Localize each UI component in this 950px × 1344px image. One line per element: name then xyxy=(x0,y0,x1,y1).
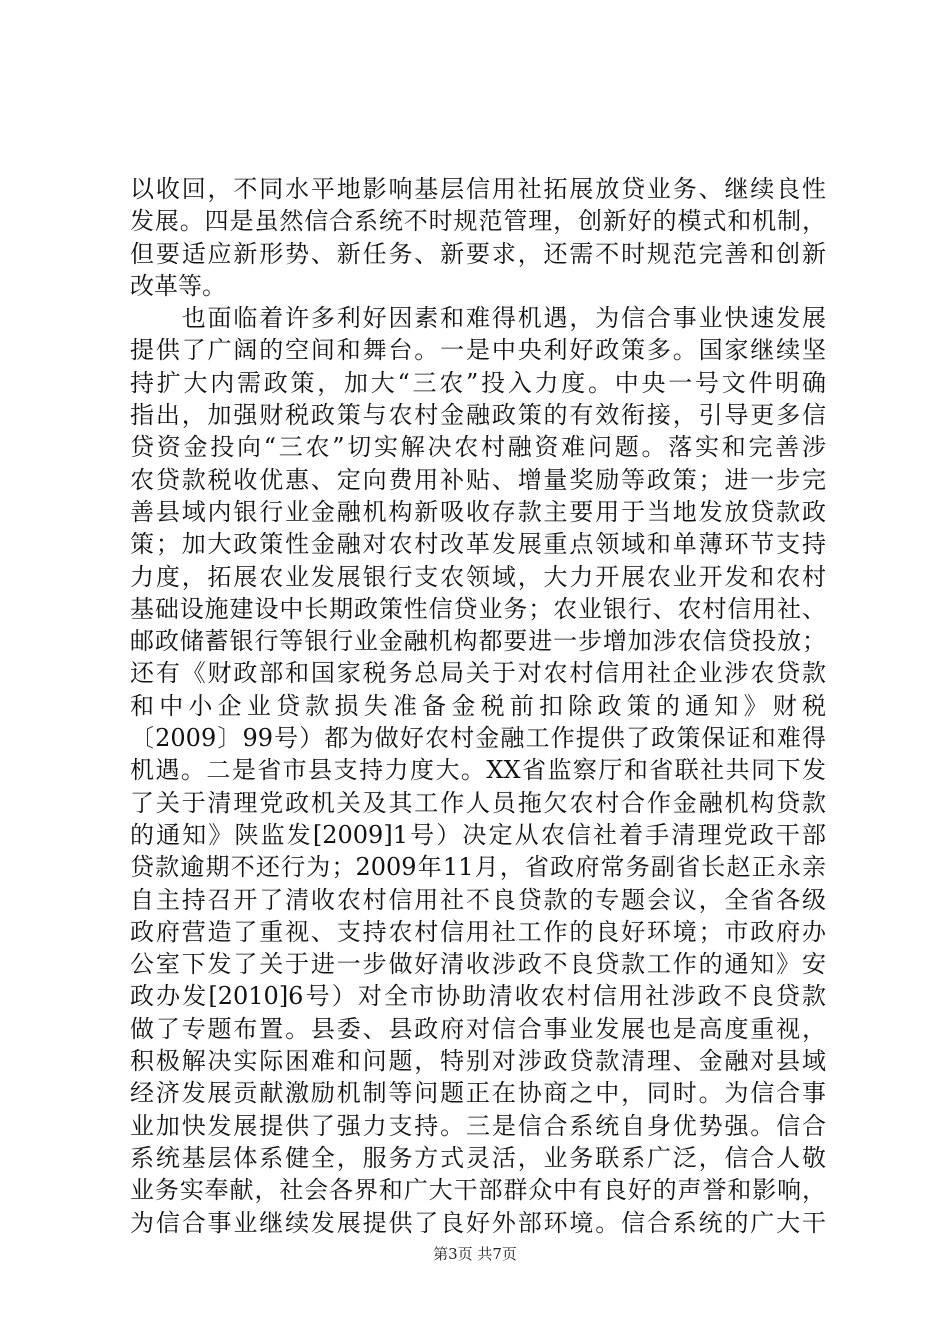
text-line: 自主持召开了清收农村信用社不良贷款的专题会议，全省各级 xyxy=(130,885,826,914)
text-line: 公室下发了关于进一步做好清收涉政不良贷款工作的通知》安 xyxy=(130,950,826,979)
text-line: 善县域内银行业金融机构新吸收存款主要用于当地发放贷款政 xyxy=(130,497,826,526)
text-line: 和中小企业贷款损失准备金税前扣除政策的通知》财税 xyxy=(130,691,826,720)
text-line: 基础设施建设中长期政策性信贷业务；农业银行、农村信用社、 xyxy=(130,594,826,623)
text-line: 但要适应新形势、新任务、新要求，还需不时规范完善和创新 xyxy=(130,239,826,268)
text-line: 改革等。 xyxy=(130,271,226,300)
text-line: 以收回，不同水平地影响基层信用社拓展放贷业务、继续良性 xyxy=(130,175,826,203)
text-line: 发展。四是虽然信合系统不时规范管理，创新好的模式和机制， xyxy=(130,207,826,236)
text-line: 指出，加强财税政策与农村金融政策的有效衔接，引导更多信 xyxy=(130,401,826,430)
text-line: 〔2009〕99号）都为做好农村金融工作提供了政策保证和难得 xyxy=(130,724,826,753)
text-line: 的通知》陕监发[2009]1号）决定从农信社着手清理党政干部 xyxy=(130,820,826,849)
text-line: 为信合事业继续发展提供了良好外部环境。信合系统的广大干 xyxy=(130,1208,826,1237)
text-line: 邮政储蓄银行等银行业金融机构都要进一步增加涉农信贷投放； xyxy=(130,627,826,656)
text-line: 了关于清理党政机关及其工作人员拖欠农村合作金融机构贷款 xyxy=(130,788,826,817)
text-line: 贷资金投向“三农”切实解决农村融资难问题。落实和完善涉 xyxy=(130,433,826,462)
text-line: 政府营造了重视、支持农村信用社工作的良好环境；市政府办 xyxy=(130,917,826,946)
text-line: 策；加大政策性金融对农村改革发展重点领域和单薄环节支持 xyxy=(130,530,826,559)
text-line: 提供了广阔的空间和舞台。一是中央利好政策多。国家继续坚 xyxy=(130,336,826,365)
text-line: 贷款逾期不还行为；2009年11月，省政府常务副省长赵正永亲 xyxy=(130,853,826,882)
body-text xyxy=(130,173,826,1239)
text-line: 还有《财政部和国家税务总局关于对农村信用社企业涉农贷款 xyxy=(130,659,826,688)
text-line: 做了专题布置。县委、县政府对信合事业发展也是高度重视， xyxy=(130,1014,826,1043)
text-line: 机遇。二是省市县支持力度大。XX省监察厅和省联社共同下发 xyxy=(130,756,826,785)
text-line: 积极解决实际困难和问题，特别对涉政贷款清理、金融对县域 xyxy=(130,1047,826,1076)
text-line: 经济发展贡献激励机制等问题正在协商之中，同时。为信合事 xyxy=(130,1079,826,1108)
text-line: 系统基层体系健全，服务方式灵活，业务联系广泛，信合人敬 xyxy=(130,1143,826,1172)
text-line: 政办发[2010]6号）对全市协助清收农村信用社涉政不良贷款 xyxy=(130,982,826,1011)
text-line: 农贷款税收优惠、定向费用补贴、增量奖励等政策；进一步完 xyxy=(130,465,826,494)
text-line: 力度，拓展农业发展银行支农领域，大力开展农业开发和农村 xyxy=(130,562,826,591)
text-line: 业务实奉献，社会各界和广大干部群众中有良好的声誉和影响， xyxy=(130,1176,826,1205)
text-line: 也面临着许多利好因素和难得机遇，为信合事业快速发展 xyxy=(130,304,826,333)
text-line: 持扩大内需政策，加大“三农”投入力度。中央一号文件明确 xyxy=(130,368,826,397)
text-line: 业加快发展提供了强力支持。三是信合系统自身优势强。信合 xyxy=(130,1111,826,1140)
page-footer: 第3页 共7页 xyxy=(433,1245,517,1263)
